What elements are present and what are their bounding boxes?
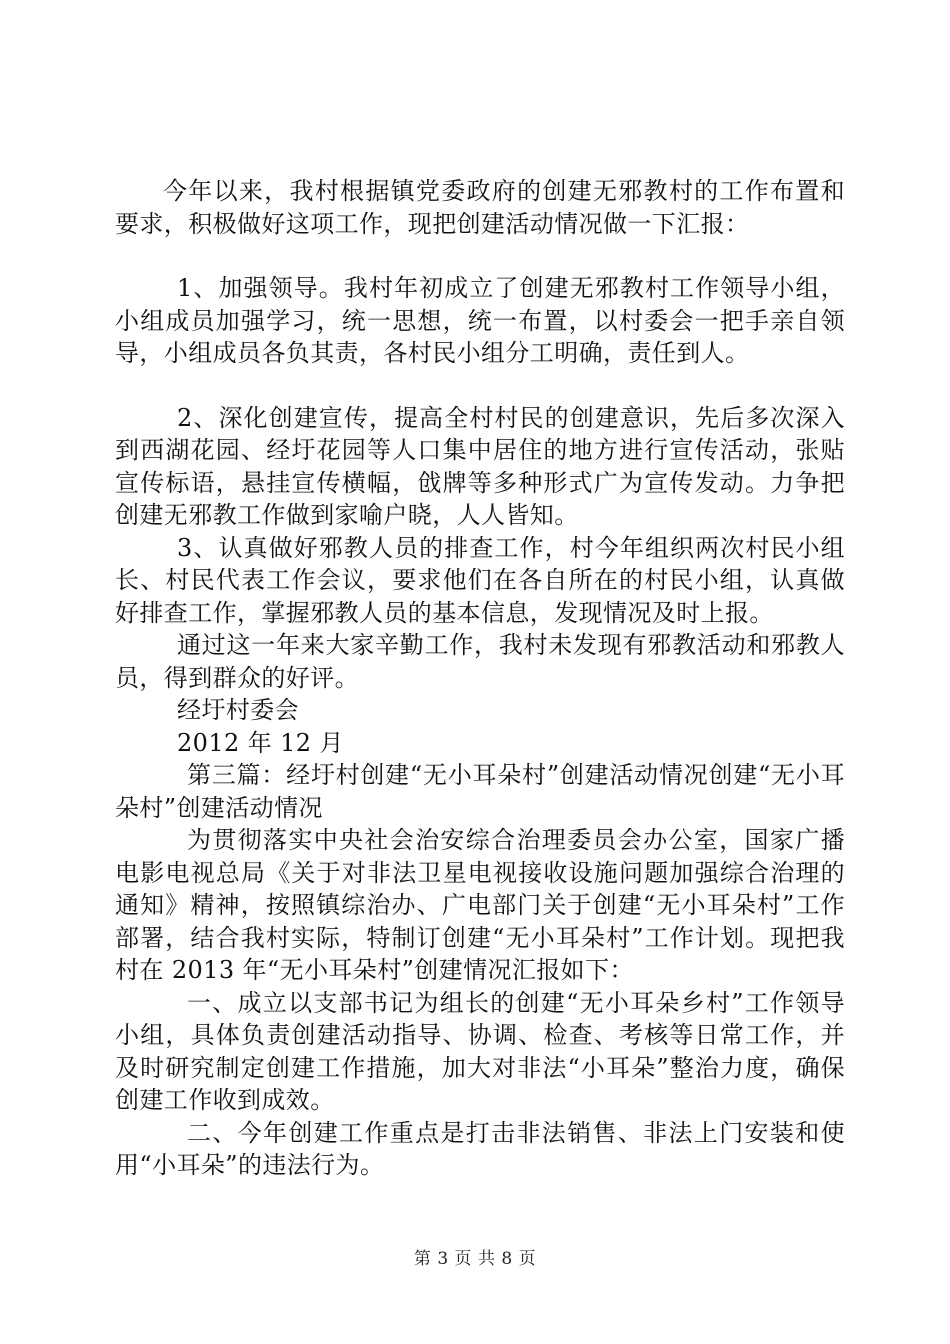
section-title: 第三篇：经圩村创建“无小耳朵村”创建活动情况创建“无小耳朵村”创建活动情况 bbox=[115, 761, 845, 822]
section-intro-paragraph: 为贯彻落实中央社会治安综合治理委员会办公室，国家广播电影电视总局《关于对非法卫星电视接收设施问题加强综合治理的通知》精神，按照镇综治办、广电部门关于创建“无小耳朵村”工作部署，结合我村实际，特制订创建“无小耳朵村”工作计划。现把我村在 2013 年“无小耳朵村”创建情况汇报如下： bbox=[115, 826, 845, 984]
page-number-footer: 第 3 页 共 8 页 bbox=[413, 1249, 537, 1269]
signature-date: 2012 年 12 月 bbox=[177, 728, 344, 757]
conclusion-paragraph: 通过这一年来大家辛勤工作，我村未发现有邪教活动和邪教人员，得到群众的好评。 bbox=[115, 631, 845, 692]
section-item-2-paragraph: 二、今年创建工作重点是打击非法销售、非法上门安装和使用“小耳朵”的违法行为。 bbox=[115, 1118, 845, 1179]
document-body bbox=[115, 175, 845, 1182]
signature-org: 经圩村委会 bbox=[177, 696, 299, 724]
item-2-paragraph: 2、深化创建宣传，提高全村村民的创建意识，先后多次深入到西湖花园、经圩花园等人口集中居住的地方进行宣传活动，张贴宣传标语，悬挂宣传横幅，戗牌等多种形式广为宣传发动。力争把创建无邪教工作做到家喻户晓，人人皆知。 bbox=[115, 403, 845, 529]
item-1-paragraph: 1、加强领导。我村年初成立了创建无邪教村工作领导小组，小组成员加强学习，统一思想，统一布置，以村委会一把手亲自领导，小组成员各负其责，各村民小组分工明确，责任到人。 bbox=[115, 274, 845, 367]
item-3-paragraph: 3、认真做好邪教人员的排查工作，村今年组织两次村民小组长、村民代表工作会议，要求他们在各自所在的村民小组，认真做好排查工作，掌握邪教人员的基本信息，发现情况及时上报。 bbox=[115, 533, 845, 627]
section-item-1-paragraph: 一、成立以支部书记为组长的创建“无小耳朵乡村”工作领导小组，具体负责创建活动指导、协调、检查、考核等日常工作，并及时研究制定创建工作措施，加大对非法“小耳朵”整治力度，确保创建工作收到成效。 bbox=[115, 988, 845, 1114]
intro-paragraph: 今年以来，我村根据镇党委政府的创建无邪教村的工作布置和要求，积极做好这项工作，现把创建活动情况做一下汇报： bbox=[115, 177, 845, 238]
